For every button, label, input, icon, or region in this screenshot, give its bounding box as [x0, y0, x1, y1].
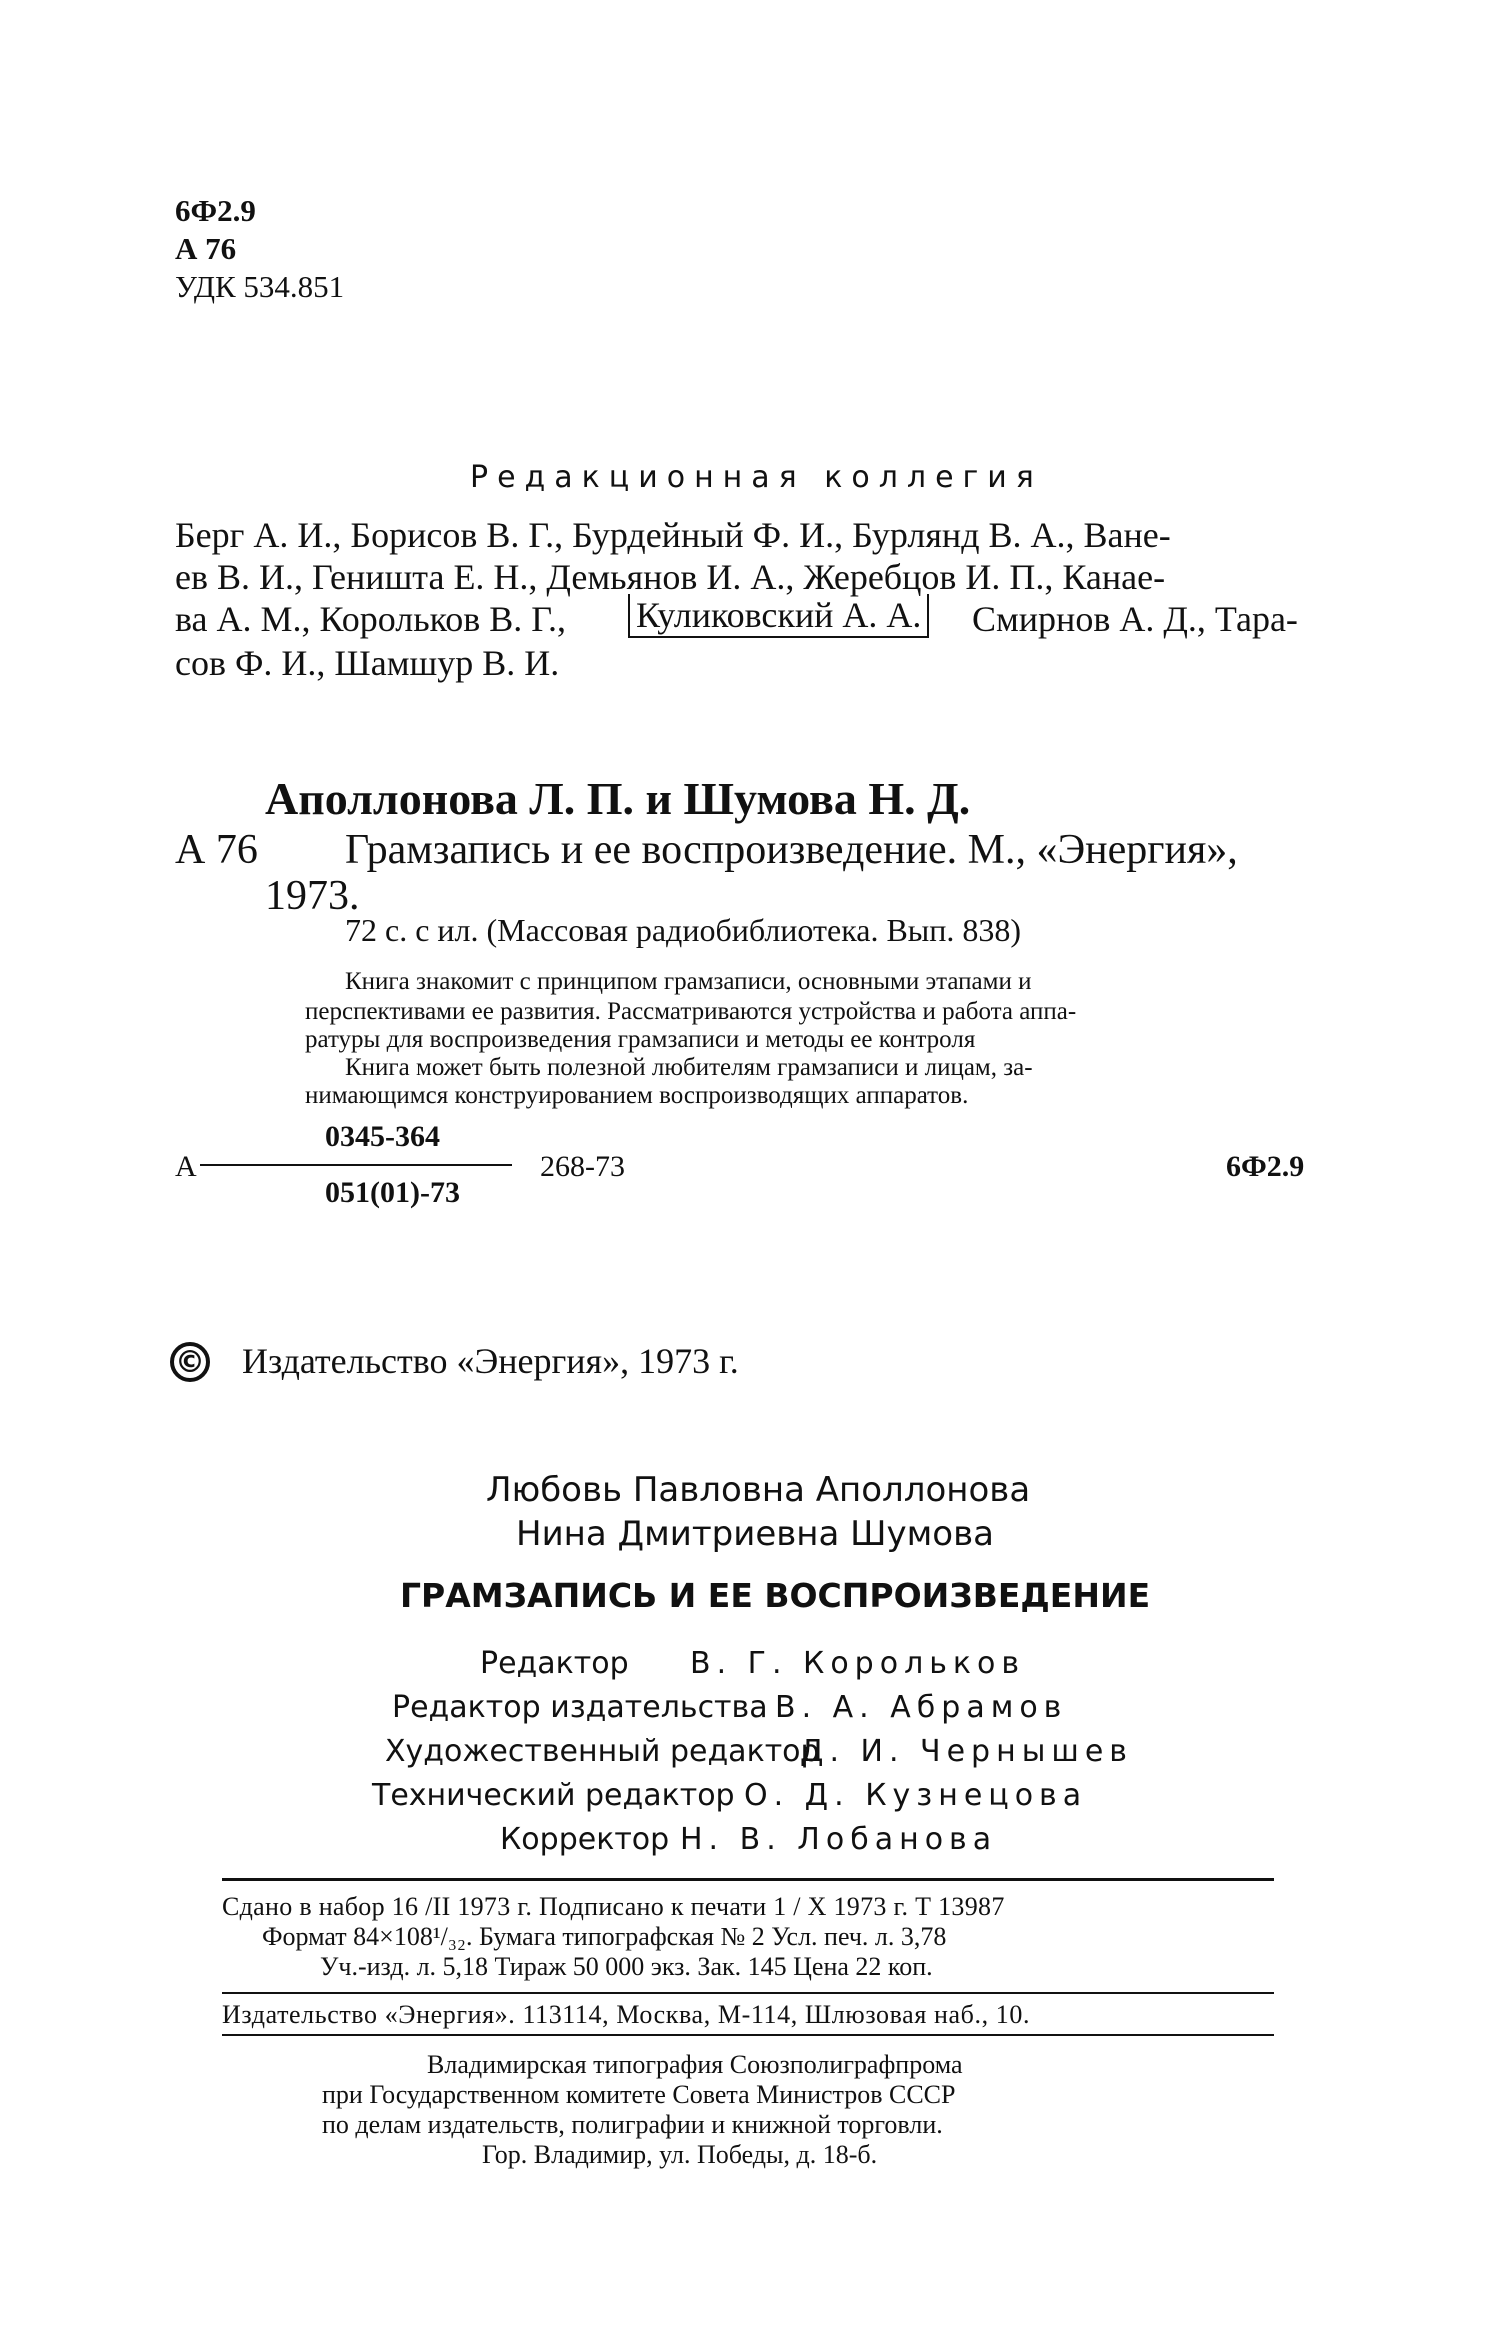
board-line: ев В. И., Геништа Е. Н., Демьянов И. А., Жеребцов И. П., Канае-	[175, 557, 1166, 597]
imprint-line: Формат 84×108¹/₃₂. Бумага типографская № 2 Усл. печ. л. 3,78	[262, 1922, 947, 1951]
corrector-name: Н. В. Лобанова	[680, 1822, 998, 1857]
imprint-line: Сдано в набор 16 /II 1973 г. Подписано к печати 1 / X 1973 г. Т 13987	[222, 1892, 1005, 1921]
tech-editor-role: Технический редактор	[372, 1778, 735, 1813]
corrector-role: Корректор	[500, 1822, 670, 1857]
catalog-physical: 72 с. с ил. (Массовая радиобиблиотека. Вып. 838)	[345, 912, 1022, 948]
highlighted-name: Куликовский А. А.	[628, 594, 929, 638]
imprint-rule-top	[222, 1878, 1274, 1881]
annotation-line: перспективами ее развития. Рассматриваются устройства и работа аппа-	[305, 998, 1077, 1025]
code-number: 268-73	[540, 1150, 625, 1183]
catalog-index: А 76	[175, 827, 258, 873]
classification-index: А 76	[175, 231, 237, 266]
code-denominator: 051(01)-73	[325, 1176, 460, 1209]
catalog-year: 1973.	[265, 873, 360, 919]
imprint-rule-middle	[222, 1992, 1274, 1994]
printer-line: Гор. Владимир, ул. Победы, д. 18-б.	[482, 2140, 878, 2169]
catalog-title: Грамзапись и ее воспроизведение. М., «Энергия»,	[345, 827, 1238, 873]
annotation-line: ратуры для воспроизведения грамзаписи и методы ее контроля	[305, 1026, 976, 1053]
code-numerator: 0345-364	[325, 1120, 440, 1153]
copyright-icon: ©	[170, 1342, 210, 1382]
tech-editor-name: О. Д. Кузнецова	[744, 1778, 1088, 1813]
fraction-line	[200, 1164, 512, 1166]
book-title: ГРАМЗАПИСЬ И ЕЕ ВОСПРОИЗВЕДЕНИЕ	[400, 1576, 1151, 1615]
board-line: Смирнов А. Д., Тара-	[972, 599, 1298, 639]
author-name: Нина Дмитриевна Шумова	[516, 1514, 994, 1554]
code-class: 6Ф2.9	[1226, 1150, 1305, 1183]
editor-role: Редактор	[480, 1646, 629, 1681]
copyright-text: Издательство «Энергия», 1973 г.	[242, 1341, 739, 1381]
publisher-editor-name: В. А. Абрамов	[775, 1690, 1068, 1725]
art-editor-name: Д. И. Чернышев	[800, 1734, 1133, 1769]
board-line: сов Ф. И., Шамшур В. И.	[175, 643, 560, 683]
imprint-rule-bottom	[222, 2034, 1274, 2036]
annotation-line: Книга знакомит с принципом грамзаписи, основными этапами и	[345, 968, 1032, 995]
printer-line: при Государственном комитете Совета Министров СССР	[322, 2080, 956, 2109]
board-line: Берг А. И., Борисов В. Г., Бурдейный Ф. И., Бурлянд В. А., Ване-	[175, 515, 1171, 555]
udc-code: УДК 534.851	[175, 269, 345, 304]
classification-code: 6Ф2.9	[175, 193, 256, 228]
editor-name: В. Г. Корольков	[690, 1646, 1026, 1681]
imprint-line: Уч.-изд. л. 5,18 Тираж 50 000 экз. Зак. 145 Цена 22 коп.	[320, 1952, 933, 1981]
publisher-address: Издательство «Энергия». 113114, Москва, М-114, Шлюзовая наб., 10.	[222, 2000, 1031, 2029]
catalog-authors: Аполлонова Л. П. и Шумова Н. Д.	[265, 773, 971, 824]
editorial-board-title: Редакционная коллегия	[470, 460, 1043, 495]
author-name: Любовь Павловна Аполлонова	[486, 1470, 1031, 1510]
printer-line: по делам издательств, полиграфии и книжной торговли.	[322, 2110, 943, 2139]
publisher-editor-role: Редактор издательства	[392, 1690, 768, 1725]
board-line: ва А. М., Корольков В. Г.,	[175, 599, 567, 639]
annotation-line: Книга может быть полезной любителям грамзаписи и лицам, за-	[345, 1054, 1033, 1081]
printer-line: Владимирская типография Союзполиграфпрома	[427, 2050, 963, 2079]
art-editor-role: Художественный редактор	[385, 1734, 820, 1769]
code-prefix: А	[175, 1150, 197, 1183]
annotation-line: нимающимся конструированием воспроизводящих аппаратов.	[305, 1082, 969, 1109]
